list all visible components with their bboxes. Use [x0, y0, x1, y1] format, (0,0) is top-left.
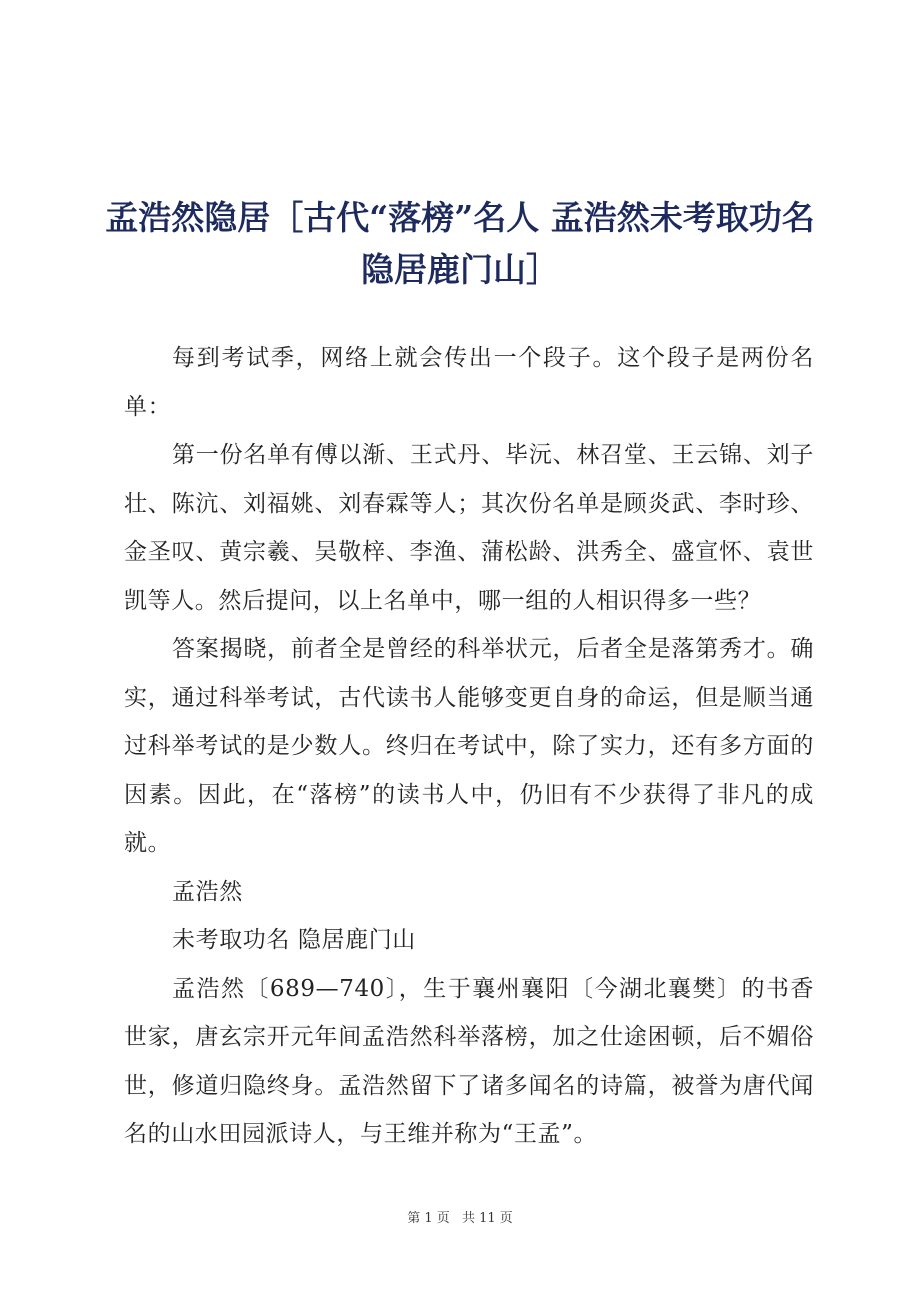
page-footer — [0, 1207, 920, 1226]
paragraph-biography: 孟浩然〔689—740〕，生于襄州襄阳〔今湖北襄樊〕的书香世家，唐玄宗开元年间孟浩然科举落榜，加之仕途困顿，后不媚俗世，修道归隐终身。孟浩然留下了诸多闻名的诗篇，被誉为唐代闻名的山水田园派诗人，与王维并称为“王孟”。 — [124, 975, 814, 1147]
article-body — [124, 334, 814, 1159]
section-subheading: 未考取功名 隐居鹿门山 — [172, 927, 416, 953]
page-number: 第 1 页 — [407, 1211, 450, 1226]
paragraph-answer: 答案揭晓，前者全是曾经的科举状元，后者全是落第秀才。确实，通过科举考试，古代读书人能够变更自身的命运，但是顺当通过科举考试的是少数人。终归在考试中，除了实力，还有多方面的因素。因此，在“落榜”的读书人中，仍旧有不少获得了非凡的成就。 — [124, 636, 814, 856]
page-total: 共 11 页 — [461, 1211, 513, 1226]
section-heading-name: 孟浩然 — [172, 878, 243, 905]
paragraph-intro: 每到考试季，网络上就会传出一个段子。这个段子是两份名单： — [124, 345, 814, 420]
paragraph-name-lists: 第一份名单有傅以渐、王式丹、毕沅、林召堂、王云锦、刘子壮、陈沆、刘福姚、刘春霖等人；其次份名单是顾炎武、李时珍、金圣叹、黄宗羲、吴敬梓、李渔、蒲松龄、洪秀全、盛宣怀、袁世凯等人。然后提问，以上名单中，哪一组的人相识得多一些？ — [124, 442, 814, 614]
page-title: 孟浩然隐居［古代“落榜”名人 孟浩然未考取功名隐居鹿门山］ — [105, 198, 815, 289]
